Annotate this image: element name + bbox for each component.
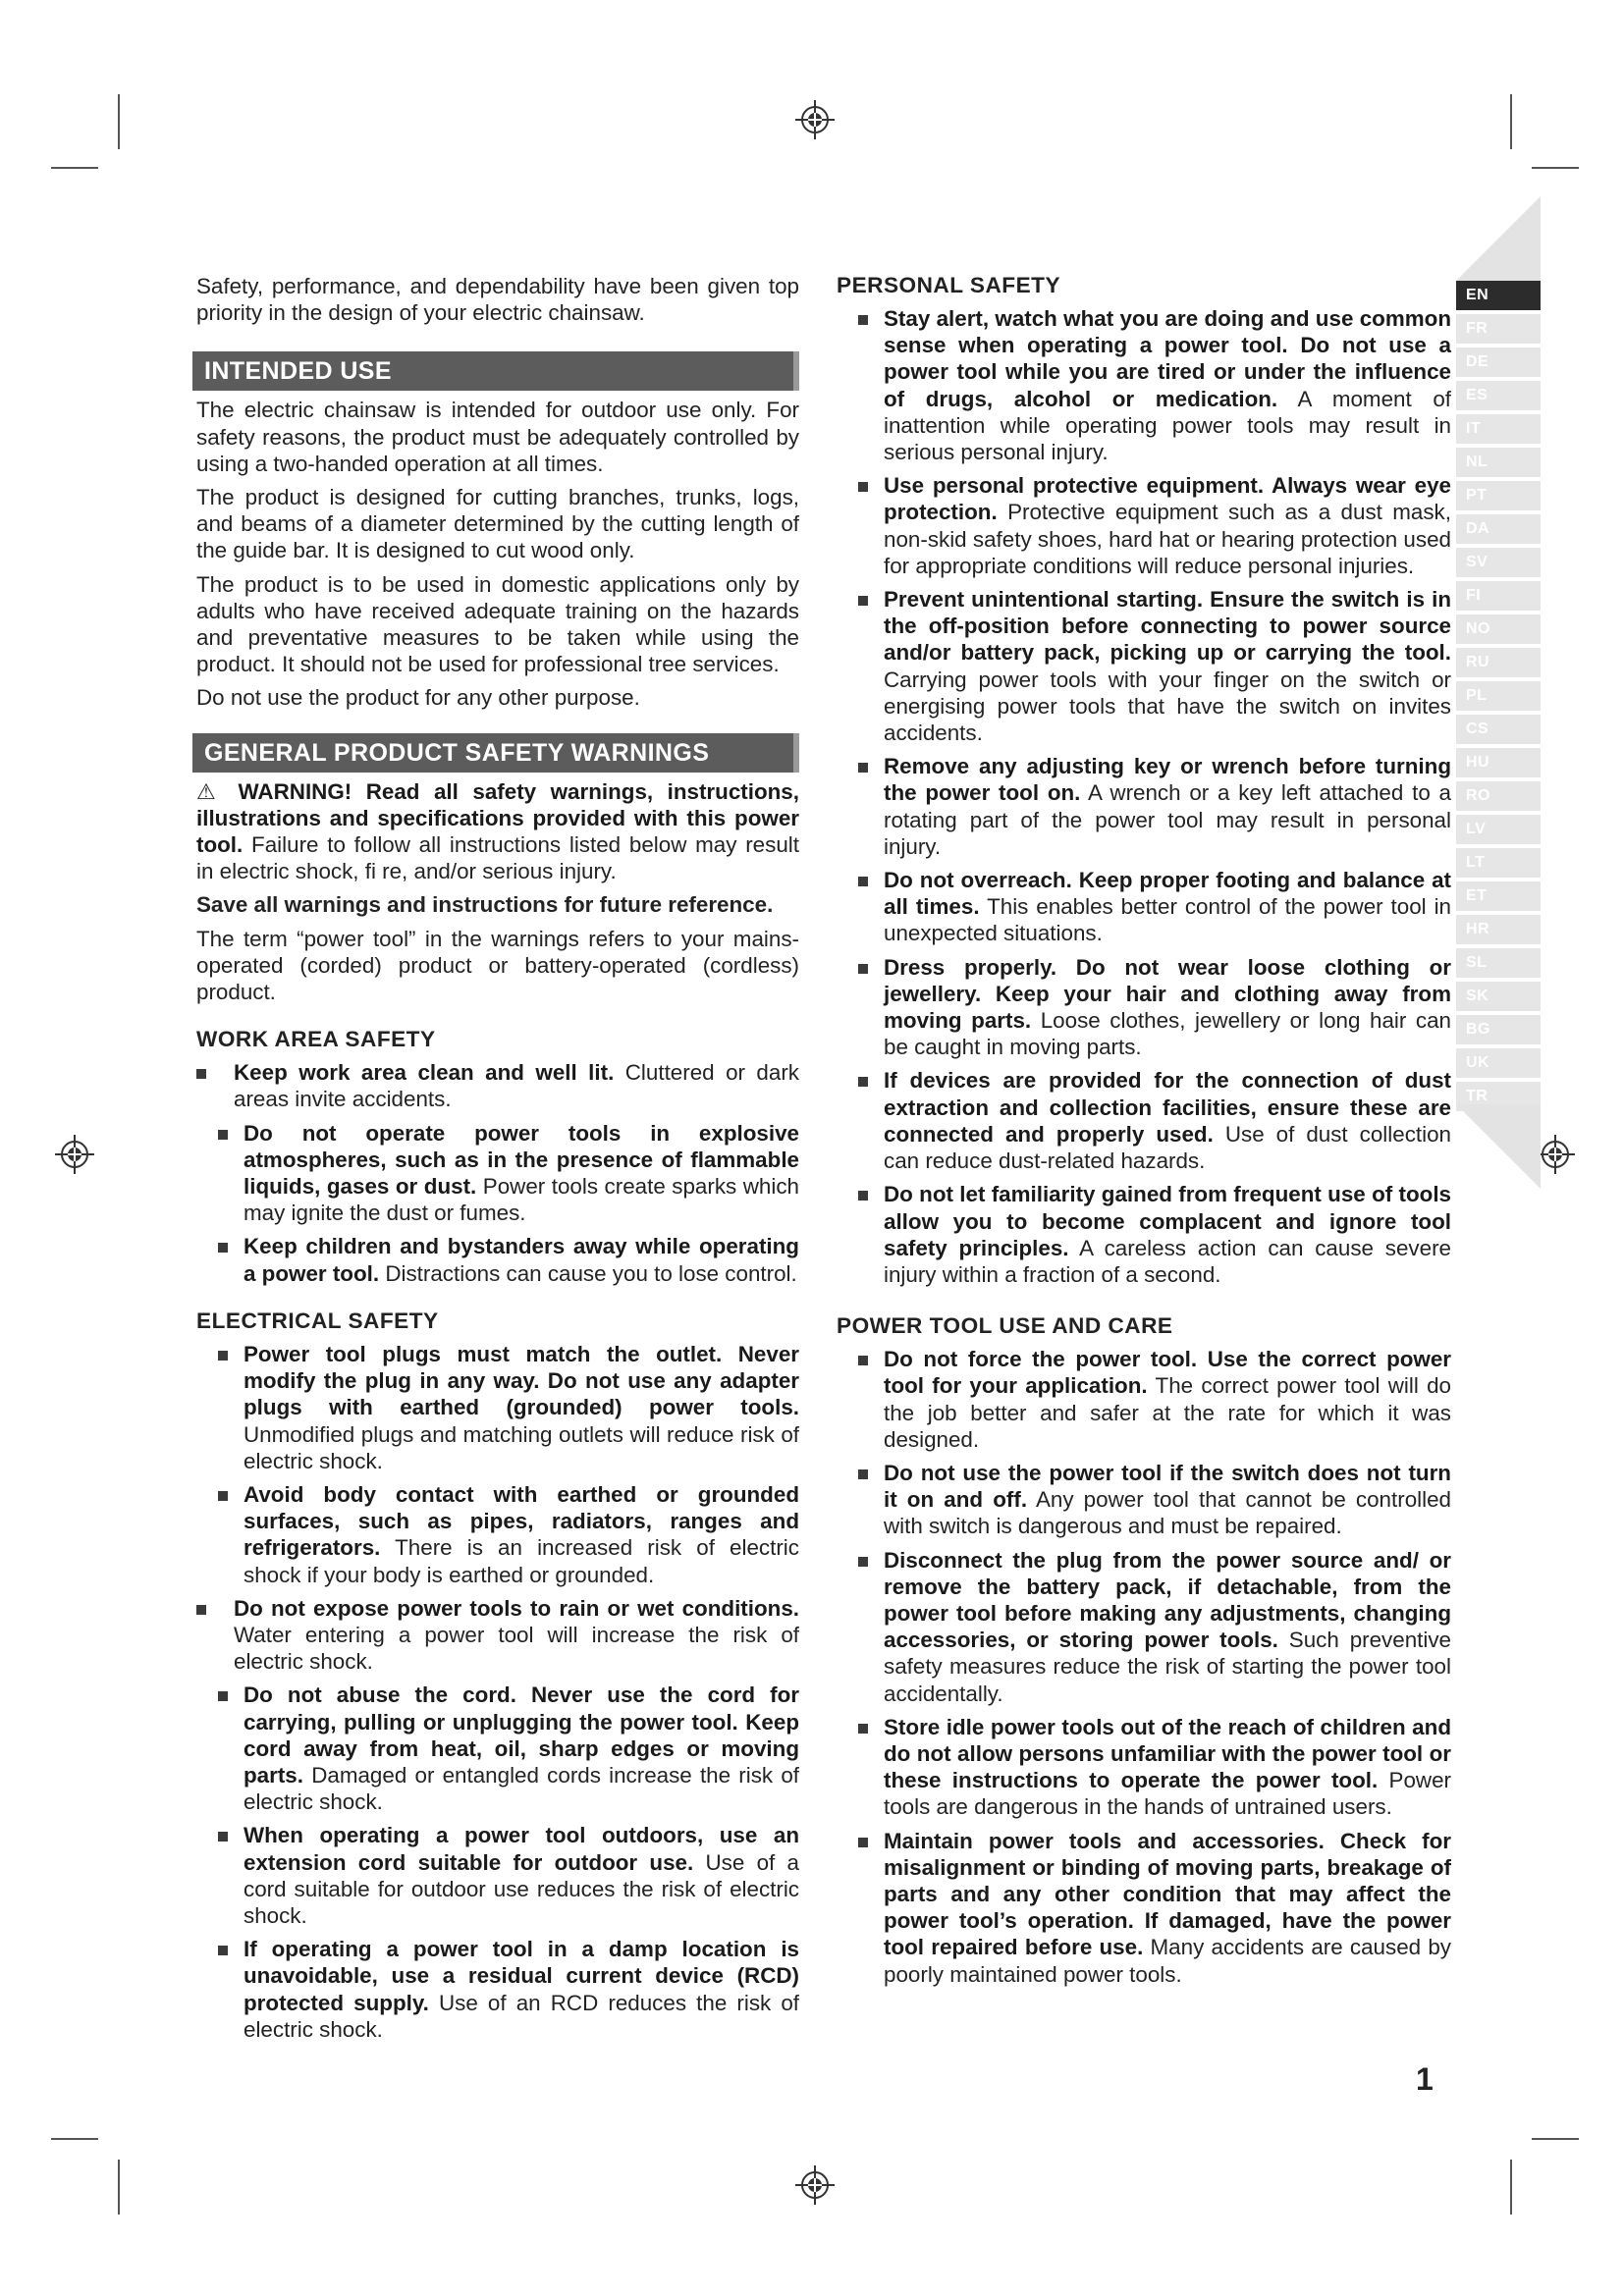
tab-language-de[interactable]: DE — [1456, 347, 1541, 377]
bullet-icon — [218, 1491, 228, 1501]
crop-mark — [1532, 167, 1579, 169]
item-bold-text: Disconnect the plug from the power source and/ or remove the battery pack, if detachable, from the power tool before making any adjustments, changing accessories, or storing power tools. — [884, 1547, 1451, 1653]
bullet-icon — [218, 1351, 228, 1361]
intended-use-heading: INTENDED USE — [192, 351, 799, 391]
bullet-icon — [218, 1691, 228, 1701]
bullet-icon — [858, 1557, 868, 1567]
item-text: Carrying power tools with your finger on the switch or energising power tools that have the switch on invites accidents. — [884, 667, 1451, 746]
language-tabs — [1456, 281, 1541, 1115]
bullet-icon — [858, 763, 868, 773]
bullet-icon — [858, 1838, 868, 1847]
item-bold-text: When operating a power tool outdoors, use an extension cord suitable for outdoor use. — [244, 1823, 799, 1875]
item-bold-text: Do not force the power tool. Use the correct power tool for your application. — [884, 1347, 1451, 1399]
bullet-icon — [218, 1832, 228, 1842]
general-warnings-heading: GENERAL PRODUCT SAFETY WARNINGS — [192, 733, 799, 773]
work-area-heading: WORK AREA SAFETY — [196, 1027, 436, 1052]
item-text: Use of an RCD reduces the risk of electric shock. — [244, 1990, 799, 2042]
tab-language-uk[interactable]: UK — [1456, 1048, 1541, 1078]
registration-mark-icon — [1535, 1134, 1576, 1175]
warning-text: Failure to follow all instructions listed below may result in electric shock, fi re, and/or serious injury. — [196, 832, 799, 884]
item-text: A careless action can cause severe injury within a fraction of a second. — [884, 1235, 1451, 1287]
item-bold-text: Prevent unintentional starting. Ensure the switch is in the off-position before connecting to power source and/or battery pack, picking up or carrying the tool. — [884, 587, 1451, 666]
item-bold-text: If operating a power tool in a damp location is unavoidable, use a residual current device (RCD) protected supply. — [244, 1937, 799, 2015]
list-item — [196, 1682, 799, 1815]
item-text: A moment of inattention while operating power tools may result in serious personal injury. — [884, 386, 1451, 465]
item-bold-text: Do not abuse the cord. Never use the cord for carrying, pulling or unplugging the power tool. Keep cord away from heat, oil, sharp edges or moving parts. — [244, 1682, 799, 1788]
tab-language-fi[interactable]: FI — [1456, 581, 1541, 611]
tab-language-es[interactable]: ES — [1456, 381, 1541, 410]
electrical-safety-heading: ELECTRICAL SAFETY — [196, 1308, 439, 1333]
tab-language-it[interactable]: IT — [1456, 414, 1541, 444]
registration-mark-icon — [794, 99, 836, 140]
tab-language-tr[interactable]: TR — [1456, 1082, 1541, 1111]
tab-language-no[interactable]: NO — [1456, 614, 1541, 644]
list-item — [837, 753, 1451, 860]
crop-mark — [118, 94, 120, 149]
tab-language-et[interactable]: ET — [1456, 881, 1541, 911]
item-bold-text: Keep children and bystanders away while operating a power tool. — [244, 1234, 799, 1286]
bullet-icon — [858, 1469, 868, 1479]
personal-safety-heading: PERSONAL SAFETY — [837, 273, 1061, 297]
item-bold-text: Do not overreach. Keep proper footing and balance at all times. — [884, 868, 1451, 920]
page-number: 1 — [1416, 2061, 1434, 2097]
item-text: Use of a cord suitable for outdoor use reduces the risk of electric shock. — [244, 1849, 799, 1928]
list-item — [196, 1822, 799, 1929]
tab-language-sk[interactable]: SK — [1456, 982, 1541, 1011]
crop-mark — [1510, 2160, 1512, 2215]
bullet-icon — [858, 596, 868, 606]
list-item — [196, 1595, 799, 1676]
intended-use-paragraph: Do not use the product for any other purpose. — [196, 685, 640, 711]
tab-language-hu[interactable]: HU — [1456, 748, 1541, 777]
intro-text: Safety, performance, and dependability have been given top priority in the design of your electric chainsaw. — [196, 274, 799, 326]
registration-mark-icon — [794, 2164, 836, 2206]
power-tool-use-list — [837, 1346, 1451, 1988]
list-item — [837, 1828, 1451, 1988]
tab-language-nl[interactable]: NL — [1456, 448, 1541, 477]
tab-language-lv[interactable]: LV — [1456, 815, 1541, 844]
item-text: Many accidents are caused by poorly maintained power tools. — [884, 1935, 1451, 1987]
list-item — [837, 1547, 1451, 1707]
personal-safety-list — [837, 305, 1451, 1288]
tab-language-ro[interactable]: RO — [1456, 781, 1541, 811]
item-bold-text: Avoid body contact with earthed or grounded surfaces, such as pipes, radiators, ranges and refrigerators. — [244, 1481, 799, 1561]
list-item — [196, 1233, 799, 1286]
item-text: Such preventive safety measures reduce the risk of starting the power tool accidentally. — [884, 1628, 1452, 1706]
registration-mark-icon — [54, 1134, 95, 1175]
tab-language-cs[interactable]: CS — [1456, 715, 1541, 744]
item-text: Power tools are dangerous in the hands of untrained users. — [884, 1768, 1451, 1820]
list-item — [837, 867, 1451, 947]
power-tool-term-text: The term “power tool” in the warnings refers to your mains-operated (corded) product or battery-operated (cordless) product. — [196, 926, 799, 1005]
tab-language-sv[interactable]: SV — [1456, 548, 1541, 577]
bullet-icon — [218, 1243, 228, 1253]
item-bold-text: Do not operate power tools in explosive atmospheres, such as in the presence of flammable liquids, gases or dust. — [244, 1120, 799, 1200]
bullet-icon — [196, 1069, 206, 1079]
list-item — [837, 954, 1451, 1061]
item-text: The correct power tool will do the job better and safer at the rate for which it was designed. — [884, 1373, 1451, 1452]
list-item — [196, 1120, 799, 1227]
list-item — [196, 1936, 799, 2043]
tab-language-pl[interactable]: PL — [1456, 681, 1541, 711]
item-text: There is an increased risk of electric shock if your body is earthed or grounded. — [244, 1535, 799, 1587]
crop-mark — [51, 2138, 98, 2140]
power-tool-use-heading: POWER TOOL USE AND CARE — [837, 1313, 1173, 1339]
bullet-icon — [218, 1946, 228, 1955]
item-bold-text: Do not let familiarity gained from frequent use of tools allow you to become complacent and ignore tool safety principles. — [884, 1182, 1451, 1260]
bullet-icon — [858, 1191, 868, 1201]
bullet-icon — [858, 482, 868, 492]
item-text: Use of dust collection can reduce dust-related hazards. — [884, 1121, 1451, 1174]
left-column — [196, 273, 799, 2050]
item-bold-text: Do not expose power tools to rain or wet conditions. — [234, 1595, 799, 1621]
item-text: Unmodified plugs and matching outlets will reduce risk of electric shock. — [244, 1421, 799, 1473]
item-text: A wrench or a key left attached to a rotating part of the power tool may result in personal injury. — [884, 780, 1451, 859]
crop-mark — [1532, 2138, 1579, 2140]
item-text: This enables better control of the power tool in unexpected situations. — [884, 894, 1451, 946]
warning-paragraph — [196, 778, 799, 885]
work-area-list — [196, 1059, 799, 1287]
tab-language-hr[interactable]: HR — [1456, 915, 1541, 944]
tab-language-fr[interactable]: FR — [1456, 314, 1541, 344]
crop-mark — [51, 167, 98, 169]
list-item — [837, 1460, 1451, 1540]
tab-language-ru[interactable]: RU — [1456, 648, 1541, 677]
right-column — [837, 273, 1451, 1995]
list-item — [837, 472, 1451, 579]
bullet-icon — [858, 315, 868, 325]
list-item — [196, 1341, 799, 1474]
tab-strip-top-triangle — [1456, 196, 1541, 281]
item-bold-text: Store idle power tools out of the reach of children and do not allow persons unfamiliar with the power tool or these instructions to operate the power tool. — [884, 1714, 1451, 1793]
item-bold-text: Keep work area clean and well lit. — [234, 1060, 615, 1086]
item-text: Any power tool that cannot be controlled with switch is dangerous and must be repaired. — [884, 1487, 1451, 1539]
bullet-icon — [858, 964, 868, 974]
bullet-icon — [858, 877, 868, 886]
item-bold-text: Maintain power tools and accessories. Check for misalignment or binding of moving parts, breakage of parts and any other condition that may affect the power tool’s operation. If damaged, have the power tool repaired before use. — [884, 1828, 1451, 1960]
bullet-icon — [858, 1356, 868, 1365]
tab-language-sl[interactable]: SL — [1456, 948, 1541, 978]
bullet-icon — [218, 1130, 228, 1140]
save-instructions-text: Save all warnings and instructions for future reference. — [196, 892, 774, 918]
list-item — [837, 1067, 1451, 1174]
warning-triangle-icon: ⚠ — [196, 778, 225, 804]
list-item — [837, 1181, 1451, 1288]
tab-language-pt[interactable]: PT — [1456, 481, 1541, 510]
item-bold-text: Stay alert, watch what you are doing and use common sense when operating a power tool. Do not use a power tool while you are tired or under the influence of drugs, alcohol or medication. — [884, 306, 1451, 411]
item-bold-text: Do not use the power tool if the switch does not turn it on and off. — [884, 1460, 1451, 1513]
bullet-icon — [196, 1605, 206, 1615]
list-item — [196, 1059, 799, 1112]
intended-use-paragraph: The product is to be used in domestic applications only by adults who have received adequate training on the hazards and preventative measures to be taken while using the product. It should not be used for professional tree services. — [196, 571, 799, 677]
tab-language-en[interactable]: EN — [1456, 281, 1541, 310]
item-bold-text: Dress properly. Do not wear loose clothing or jewellery. Keep your hair and clothing away from moving parts. — [884, 954, 1451, 1034]
bullet-icon — [858, 1077, 868, 1087]
item-bold-text: Remove any adjusting key or wrench before turning the power tool on. — [884, 754, 1451, 806]
item-bold-text: Use personal protective equipment. Always wear eye protection. — [884, 473, 1451, 525]
tab-language-bg[interactable]: BG — [1456, 1015, 1541, 1044]
electrical-safety-list — [196, 1341, 799, 2043]
item-text: Protective equipment such as a dust mask, non-skid safety shoes, hard hat or hearing protection used for appropriate conditions will reduce personal injuries. — [884, 500, 1451, 578]
list-item — [837, 586, 1451, 746]
list-item — [837, 1714, 1451, 1821]
item-text: Water entering a power tool will increase the risk of electric shock. — [234, 1622, 799, 1675]
tab-language-lt[interactable]: LT — [1456, 848, 1541, 878]
item-text: Damaged or entangled cords increase the risk of electric shock. — [244, 1762, 799, 1815]
list-item — [837, 1346, 1451, 1453]
tab-strip-bottom-triangle — [1456, 1104, 1541, 1189]
item-text: Cluttered or dark areas invite accidents. — [234, 1060, 799, 1112]
tab-language-da[interactable]: DA — [1456, 514, 1541, 544]
item-text: Power tools create sparks which may ignite the dust or fumes. — [244, 1174, 799, 1226]
intended-use-paragraph: The product is designed for cutting branches, trunks, logs, and beams of a diameter determined by the cutting length of the guide bar. It is designed to cut wood only. — [196, 485, 799, 563]
list-item — [837, 305, 1451, 465]
bullet-icon — [858, 1724, 868, 1734]
item-bold-text: If devices are provided for the connection of dust extraction and collection facilities, ensure these are connected and properly used. — [884, 1068, 1451, 1147]
item-text: Loose clothes, jewellery or long hair can be caught in moving parts. — [884, 1008, 1451, 1060]
crop-mark — [118, 2160, 120, 2215]
warning-bold-text: WARNING! Read all safety warnings, instructions, illustrations and specifications provided with this power tool. — [196, 778, 799, 858]
item-text: Distractions can cause you to lose control. — [385, 1260, 797, 1286]
crop-mark — [1510, 94, 1512, 149]
item-bold-text: Power tool plugs must match the outlet. Never modify the plug in any way. Do not use any adapter plugs with earthed (grounded) power tools. — [244, 1341, 799, 1420]
list-item — [196, 1481, 799, 1588]
intended-use-paragraph: The electric chainsaw is intended for outdoor use only. For safety reasons, the product must be adequately controlled by using a two-handed operation at all times. — [196, 398, 799, 476]
